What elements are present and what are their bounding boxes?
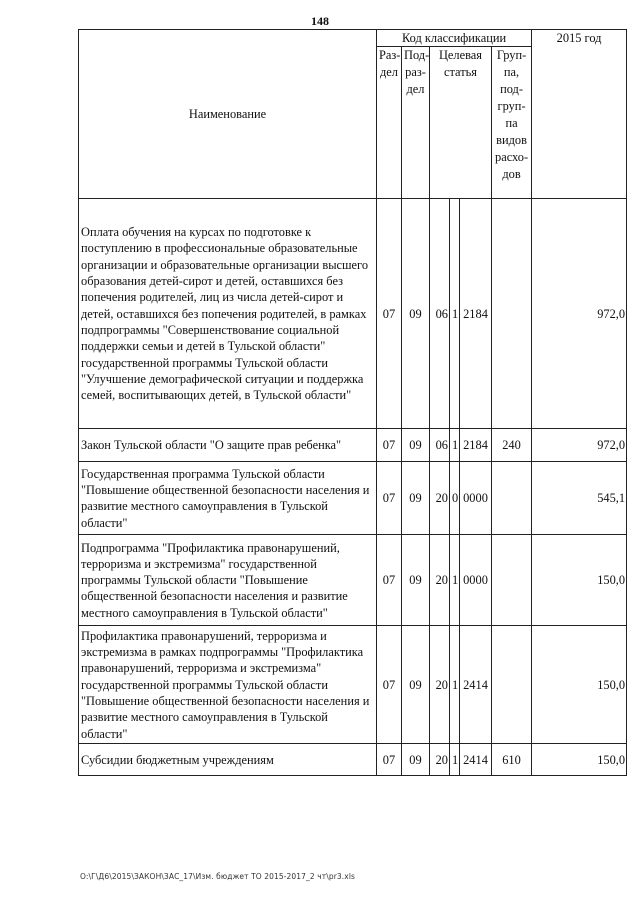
row-group [492,626,532,744]
row-podrazdel: 09 [402,626,430,744]
row-name: Государственная программа Тульской области "Повышение общественной безопасности населения и развитие местного самоуправления в Тульской области" [79,462,377,535]
row-group: 240 [492,429,532,462]
row-target-direction: 2184 [460,429,492,462]
row-group [492,462,532,535]
row-target-direction: 0000 [460,462,492,535]
table-row [79,744,627,776]
header-group: Груп- па, под- груп- па видов расхо- дов [492,47,532,199]
row-target-direction: 2184 [460,199,492,429]
table-row [79,626,627,744]
row-group [492,199,532,429]
file-path-footer: O:\Г\Д6\2015\ЗАКОН\ЗАС_17\Изм. бюджет ТО 2015-2017_2 чт\pr3.xls [80,872,356,881]
header-podrazdel: Под- раз- дел [402,47,430,199]
budget-table [78,29,627,776]
page-number: 148 [311,14,329,28]
row-razdel: 07 [377,744,402,776]
table-row [79,462,627,535]
header-classification: Код классификации [377,30,532,47]
row-target-subprogram: 1 [450,199,460,429]
row-name: Подпрограмма "Профилактика правонарушений, терроризма и экстремизма" государственной программы Тульской области "Повышение общественной безопасности населения и развитие местного самоуправления в Тульской области" [79,535,377,626]
row-razdel: 07 [377,429,402,462]
row-target-subprogram: 0 [450,462,460,535]
row-razdel: 07 [377,199,402,429]
header-razdel: Раз- дел [377,47,402,199]
row-amount: 972,0 [532,429,627,462]
row-target-program: 06 [430,429,450,462]
table-row [79,535,627,626]
row-amount: 150,0 [532,626,627,744]
row-target-direction: 2414 [460,744,492,776]
row-razdel: 07 [377,626,402,744]
row-target-subprogram: 1 [450,429,460,462]
row-podrazdel: 09 [402,535,430,626]
table-row [79,429,627,462]
row-name: Оплата обучения на курсах по подготовке к поступлению в профессиональные образовательные организации и образовательные организации высшего образования детей-сирот и детей, оставшихся без попечения родителей, лиц из числа детей-сирот и детей, оставшихся без попечения родителей, в рамках подпрограммы "Совершенствование социальной поддержки семьи и детей в Тульской области" государственной программы Тульской области "Улучшение демографической ситуации и поддержка семей, воспитывающих детей, в Тульской области" [79,199,377,429]
row-target-subprogram: 1 [450,535,460,626]
row-amount: 545,1 [532,462,627,535]
row-target-direction: 0000 [460,535,492,626]
row-amount: 150,0 [532,535,627,626]
row-target-subprogram: 1 [450,744,460,776]
row-name: Профилактика правонарушений, терроризма и экстремизма в рамках подпрограммы "Профилактика правонарушений, терроризма и экстремизма" государственной программы Тульской области "Повышение общественной безопасности населения и развитие местного самоуправления в Тульской области" [79,626,377,744]
row-name: Субсидии бюджетным учреждениям [79,744,377,776]
row-target-direction: 2414 [460,626,492,744]
row-name: Закон Тульской области "О защите прав ребенка" [79,429,377,462]
row-razdel: 07 [377,462,402,535]
header-name: Наименование [79,30,377,199]
row-target-program: 20 [430,626,450,744]
row-target-program: 20 [430,462,450,535]
row-podrazdel: 09 [402,199,430,429]
row-group: 610 [492,744,532,776]
row-target-program: 20 [430,744,450,776]
row-amount: 150,0 [532,744,627,776]
row-amount: 972,0 [532,199,627,429]
header-year: 2015 год [532,30,627,199]
row-target-subprogram: 1 [450,626,460,744]
row-target-program: 20 [430,535,450,626]
table-row [79,199,627,429]
header-target: Целевая статья [430,47,492,199]
row-razdel: 07 [377,535,402,626]
header-row-top [79,30,627,47]
row-podrazdel: 09 [402,744,430,776]
row-group [492,535,532,626]
row-target-program: 06 [430,199,450,429]
row-podrazdel: 09 [402,429,430,462]
row-podrazdel: 09 [402,462,430,535]
